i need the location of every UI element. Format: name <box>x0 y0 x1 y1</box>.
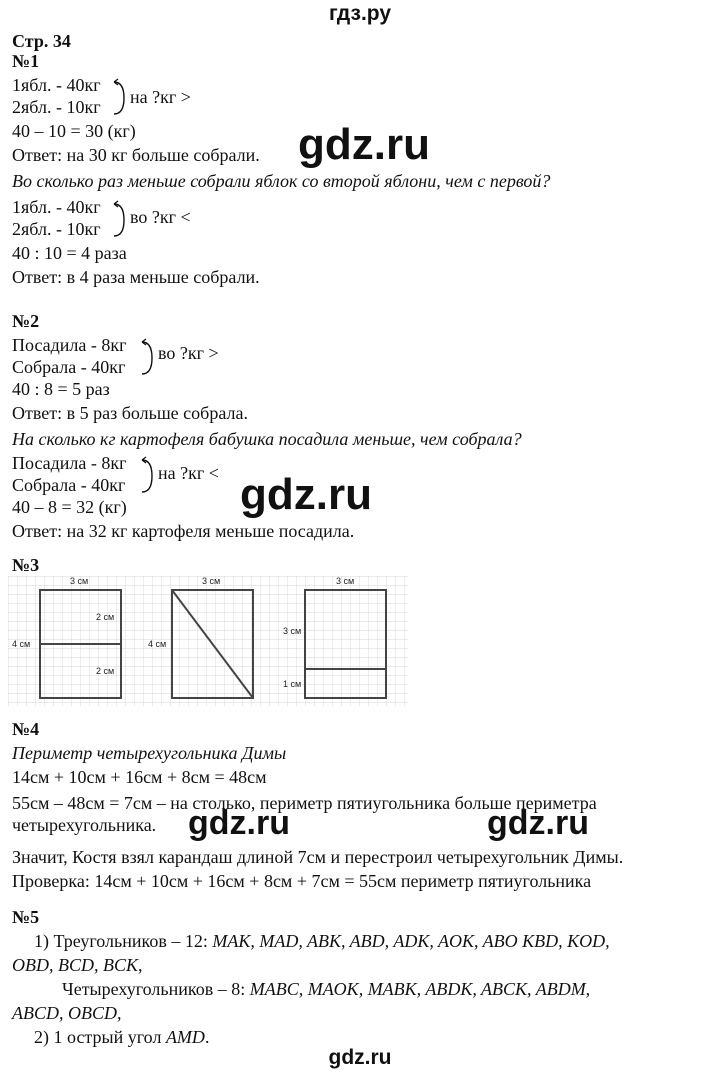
figure1-left-label: 4 см <box>12 639 31 649</box>
task4-number: №4 <box>12 719 40 739</box>
task5-angle-suffix: . <box>204 1027 210 1047</box>
task1-b-line2: 2ябл. - 10кг <box>12 219 101 239</box>
task2-number: №2 <box>12 311 40 331</box>
task2-a-calc: 40 : 8 = 5 раз <box>12 379 110 399</box>
task2-b-calc: 40 – 8 = 32 (кг) <box>12 497 127 517</box>
task1-b-relation: во ?кг < <box>130 207 191 227</box>
watermark: gdz.ru <box>487 804 589 842</box>
task1-a-line2: 2ябл. - 10кг <box>12 97 101 117</box>
watermark: gdz.ru <box>298 120 430 169</box>
task5-quads-list2: ABCD, OBCD, <box>12 1003 122 1023</box>
task2-b-line1: Посадила - 8кг <box>12 453 127 473</box>
task2-a-line2: Собрала - 40кг <box>12 357 126 377</box>
task1-a-calc: 40 – 10 = 30 (кг) <box>12 121 136 141</box>
task3-number: №3 <box>12 555 40 575</box>
figures-grid <box>8 576 408 706</box>
site-footer: gdz.ru <box>328 1046 392 1069</box>
task5-quads-prefix: Четырехугольников – 8: <box>62 979 250 999</box>
figure2-top-label: 3 см <box>202 576 221 586</box>
task1-a-line1: 1ябл. - 40кг <box>12 75 101 95</box>
task5-triangles-list2: OBD, BCD, BCK, <box>12 955 143 975</box>
task5-angle-prefix: 2) 1 острый угол <box>34 1027 166 1047</box>
task1-a-relation: на ?кг > <box>130 87 191 107</box>
task4-check: Проверка: 14см + 10см + 16см + 8см + 7см = 55см периметр пятиугольника <box>12 871 592 891</box>
task1-b-calc: 40 : 10 = 4 раза <box>12 243 127 263</box>
task2-a-relation: во ?кг > <box>158 343 219 363</box>
task5-triangles-line1 <box>34 930 610 952</box>
figure3-top-label: 3 см <box>336 576 355 586</box>
task1-question: Во сколько раз меньше собрали яблок со второй яблони, чем с первой? <box>12 171 551 191</box>
task2-b-relation: на ?кг < <box>158 463 219 483</box>
task2-a-line1: Посадила - 8кг <box>12 335 127 355</box>
figure3-left-bottom-label: 1 см <box>283 679 302 689</box>
task4-conclusion: Значит, Костя взял карандаш длиной 7см и перестроил четырехугольник Димы. <box>12 847 624 867</box>
task1-number: №1 <box>12 51 40 71</box>
task5-number: №5 <box>12 907 40 927</box>
brace-icon <box>140 338 154 378</box>
task4-calc2: 55см – 48см = 7см – на столько, периметр пятиугольника больше периметра <box>12 793 597 813</box>
task2-b-line2: Собрала - 40кг <box>12 475 126 495</box>
task4-title: Периметр четырехугольника Димы <box>12 743 287 763</box>
task5-triangles-prefix: 1) Треугольников – 12: <box>34 931 213 951</box>
task1-a-answer: Ответ: на 30 кг больше собрали. <box>12 145 260 165</box>
grid-background <box>8 576 408 706</box>
figure1-right-top-label: 2 см <box>96 612 115 622</box>
task2-a-answer: Ответ: в 5 раз больше собрала. <box>12 403 248 423</box>
watermark: gdz.ru <box>188 804 290 842</box>
task5-quads-line1 <box>62 978 590 1000</box>
task1-b-line1: 1ябл. - 40кг <box>12 197 101 217</box>
task4-calc2b: четырехугольника. <box>12 815 157 835</box>
figure1-right-bottom-label: 2 см <box>96 666 115 676</box>
brace-icon <box>112 200 126 240</box>
site-header: гдз.ру <box>328 2 392 25</box>
task1-b-answer: Ответ: в 4 раза меньше собрали. <box>12 267 260 287</box>
brace-icon <box>140 456 154 496</box>
task4-calc1: 14см + 10см + 16см + 8см = 48см <box>12 767 267 787</box>
figure1-top-label: 3 см <box>70 576 89 586</box>
watermark: gdz.ru <box>240 470 372 519</box>
task5-angle-name: AMD <box>165 1027 205 1047</box>
task5-quads-list1: MABC, MAOK, MABK, ABDK, ABCK, ABDM, <box>249 979 591 999</box>
task5-angle-line <box>34 1026 209 1048</box>
task5-triangles-list1: MAK, MAD, ABK, ABD, ADK, AOK, ABO KBD, KOD, <box>212 931 610 951</box>
page-label: Стр. 34 <box>12 31 71 51</box>
figure2-left-label: 4 см <box>148 639 167 649</box>
brace-icon <box>112 78 126 118</box>
task2-question: На сколько кг картофеля бабушка посадила меньше, чем собрала? <box>12 429 522 449</box>
task2-b-answer: Ответ: на 32 кг картофеля меньше посадила. <box>12 521 355 541</box>
figure3-left-top-label: 3 см <box>283 626 302 636</box>
